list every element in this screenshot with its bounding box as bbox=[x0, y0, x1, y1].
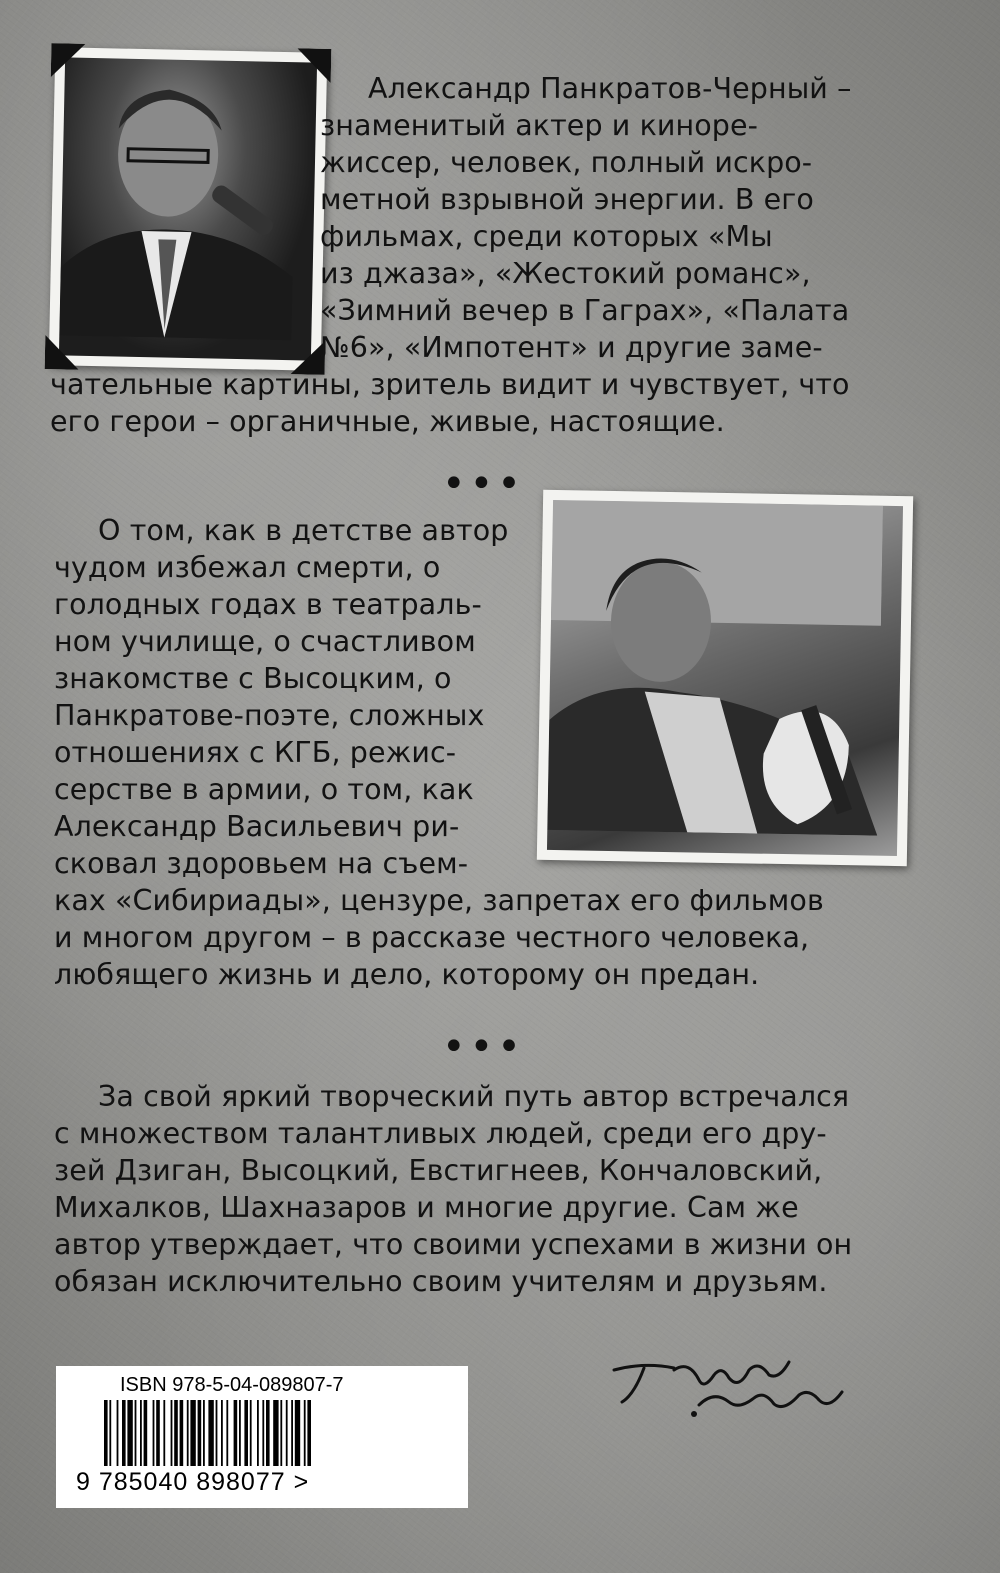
paragraph-3 bbox=[54, 1078, 874, 1300]
text-line: его герои – органичные, живые, настоящие. bbox=[50, 405, 725, 438]
text-line: голодных годах в театраль- bbox=[54, 588, 482, 621]
paragraph-2 bbox=[54, 512, 874, 993]
text-line: №6», «Импотент» и другие заме- bbox=[320, 331, 823, 364]
text-line: ках «Сибириады», цензуре, запретах его фильмов bbox=[54, 884, 824, 917]
paragraph-1 bbox=[50, 70, 870, 440]
text-line: Михалков, Шахназаров и многие другие. Сам же bbox=[54, 1191, 799, 1224]
text-line: сковал здоровьем на съем- bbox=[54, 847, 469, 880]
section-separator: ••• bbox=[442, 1024, 525, 1070]
text-line: автор утверждает, что своими успехами в жизни он bbox=[54, 1228, 853, 1261]
section-separator: ••• bbox=[442, 461, 525, 507]
isbn-label: ISBN 978-5-04-089807-7 bbox=[120, 1374, 344, 1396]
text-line: чудом избежал смерти, о bbox=[54, 551, 441, 584]
text-line: метной взрывной энергии. В его bbox=[320, 183, 814, 216]
barcode-bars bbox=[104, 1400, 364, 1470]
text-line: За свой яркий творческий путь автор встречался bbox=[98, 1080, 850, 1113]
text-line: Александр Васильевич ри- bbox=[54, 810, 460, 843]
text-line: «Зимний вечер в Гаграх», «Палата bbox=[320, 294, 850, 327]
text-line: чательные картины, зритель видит и чувствует, что bbox=[50, 368, 850, 401]
text-line: зей Дзиган, Высоцкий, Евстигнеев, Кончаловский, bbox=[54, 1154, 823, 1187]
text-line: фильмах, среди которых «Мы bbox=[320, 220, 773, 253]
text-line: обязан исключительно своим учителям и друзьям. bbox=[54, 1265, 828, 1298]
text-line: жиссер, человек, полный искро- bbox=[320, 146, 813, 179]
text-line: серстве в армии, о том, как bbox=[54, 773, 474, 806]
barcode-digits: 9 785040 898077 > bbox=[76, 1468, 310, 1496]
text-line: Панкратове-поэте, сложных bbox=[54, 699, 485, 732]
eksmo-logo-icon bbox=[392, 1394, 456, 1480]
text-line: любящего жизнь и дело, которому он предан. bbox=[54, 958, 760, 991]
text-line: ном училище, о счастливом bbox=[54, 625, 476, 658]
author-signature bbox=[604, 1340, 854, 1430]
text-line: с множеством талантливых людей, среди его дру- bbox=[54, 1117, 827, 1150]
text-line: из джаза», «Жестокий романс», bbox=[320, 257, 811, 290]
text-line: и многом другом – в рассказе честного человека, bbox=[54, 921, 810, 954]
text-line: отношениях с КГБ, режис- bbox=[54, 736, 457, 769]
text-line: знаменитый актер и киноре- bbox=[320, 109, 758, 142]
text-line: знакомстве с Высоцким, о bbox=[54, 662, 452, 695]
text-line: Александр Панкратов-Черный – bbox=[368, 72, 852, 105]
text-line: О том, как в детстве автор bbox=[98, 514, 509, 547]
